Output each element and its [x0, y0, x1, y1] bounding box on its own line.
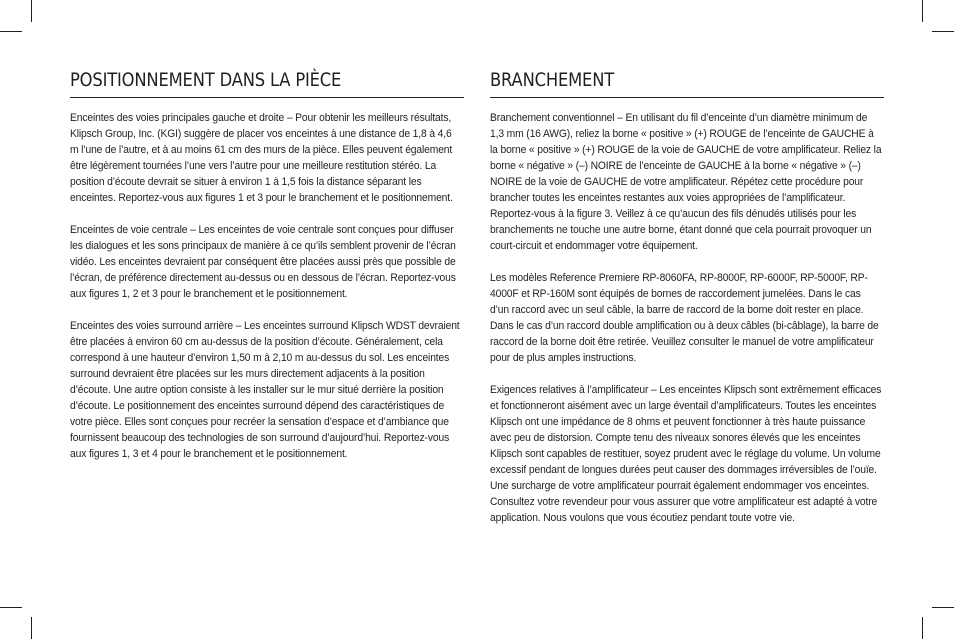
main-speakers-paragraph: Enceintes des voies principales gauche et droite – Pour obtenir les meilleurs résultats, Klipsch Group, Inc. (KGI) suggère de placer vos enceintes à une distance de 1,8 à 4,6 m l’une de l’autre, et à au moins 61 cm des murs de la pièce. Elles peuvent également être légèrement tournées l’une vers l’autre pour une meilleure restitution stéréo. La position d’écoute devrait se situer à environ 1 à 1,5 fois la distance séparant les enceintes. Reportez-vous aux figures 1 et 3 pour le branchement et le positionnement.	[70, 112, 453, 204]
center-speakers-paragraph: Enceintes de voie centrale – Les enceintes de voie centrale sont conçues pour diffuser les dialogues et les sons principaux de manière à ce qu’ils semblent provenir de l’écran vidéo. Les enceintes devraient par conséquent être placées aussi près que possible de l’écran, de préférence directement au-dessus ou en dessous de l’écran. Reportez-vous aux figures 1, 2 et 3 pour le branchement et le positionnement.	[70, 224, 456, 300]
surround-speakers-paragraph: Enceintes des voies surround arrière – Les enceintes surround Klipsch WDST devraient être placées à environ 60 cm au-dessus de la position d’écoute. Généralement, cela correspond à une hauteur d’environ 1,50 m à 2,10 m au-dessus du sol. Les enceintes surround devraient être placées sur les murs directement adjacents à la position d’écoute. Une autre option consiste à les installer sur le mur situé derrière la position d’écoute. Le positionnement des enceintes surround dépend des caractéristiques de votre pièce. Elles sont conçues pour recréer la sensation d’espace et d’ambiance que fournissent beaucoup des technologies de son surround d’aujourd’hui. Reportez-vous aux figures 1, 3 et 4 pour le branchement et le positionnement.	[70, 320, 460, 460]
connection-section	[490, 68, 884, 542]
connection-body	[490, 110, 884, 526]
positioning-heading: POSITIONNEMENT DANS LA PIÈCE	[70, 69, 342, 91]
positioning-body	[70, 110, 464, 462]
crop-mark-bottom-right-horizontal	[932, 607, 954, 608]
crop-mark-bottom-left-horizontal	[0, 607, 22, 608]
crop-mark-top-left-vertical	[31, 0, 32, 22]
positioning-heading-rule	[70, 68, 464, 98]
crop-mark-top-right-horizontal	[932, 31, 954, 32]
crop-mark-top-right-vertical	[922, 0, 923, 22]
crop-mark-top-left-horizontal	[0, 31, 22, 32]
amplifier-requirements-paragraph: Exigences relatives à l’amplificateur – Les enceintes Klipsch sont extrêmement efficaces et fonctionneront aisément avec un large éventail d’amplificateurs. Toutes les enceintes Klipsch ont une impédance de 8 ohms et peuvent fonctionner à très haute puissance avec peu de distorsion. Compte tenu des niveaux sonores élevés que les enceintes Klipsch sont capables de restituer, soyez prudent avec le réglage du volume. Un volume excessif pendant de longues durées peut causer des dommages irréversibles de l’ouïe. Une surcharge de votre amplificateur pourrait également endommager vos enceintes. Consultez votre revendeur pour vous assurer que votre amplificateur est adapté à votre application. Nous voulons que vous écoutiez pendant toute votre vie.	[490, 384, 882, 524]
connection-heading: BRANCHEMENT	[490, 69, 615, 91]
binding-posts-paragraph: Les modèles Reference Premiere RP-8060FA, RP-8000F, RP-6000F, RP-5000F, RP-4000F et RP-160M sont équipés de bornes de raccordement jumelées. Dans le cas d’un raccord avec un seul câble, la barre de raccord de la borne doit rester en place. Dans le cas d’un raccord double amplification ou à deux câbles (bi-câblage), la barre de raccord de la borne doit être retirée. Veuillez consulter le manuel de votre amplificateur pour de plus amples instructions.	[490, 272, 879, 364]
positioning-section	[70, 68, 464, 478]
crop-mark-bottom-right-vertical	[922, 617, 923, 639]
conventional-wiring-paragraph: Branchement conventionnel – En utilisant du fil d’enceinte d’un diamètre minimum de 1,3 mm (16 AWG), reliez la borne « positive » (+) ROUGE de l’enceinte de GAUCHE à la borne « positive » (+) ROUGE de la voie de GAUCHE de votre amplificateur. Reliez la borne « négative » (–) NOIRE de l’enceinte de GAUCHE à la borne « négative » (–) NOIRE de la voie de GAUCHE de votre amplificateur. Répétez cette procédure pour brancher toutes les enceintes restantes aux voies appropriées de l’amplificateur. Reportez-vous à la figure 3. Veillez à ce qu’aucun des fils dénudés utilisés pour les branchements ne touche une autre borne, étant donné que cela pourrait provoquer un court-circuit et endommager votre équipement.	[490, 112, 882, 252]
connection-heading-rule	[490, 68, 884, 98]
crop-mark-bottom-left-vertical	[31, 617, 32, 639]
